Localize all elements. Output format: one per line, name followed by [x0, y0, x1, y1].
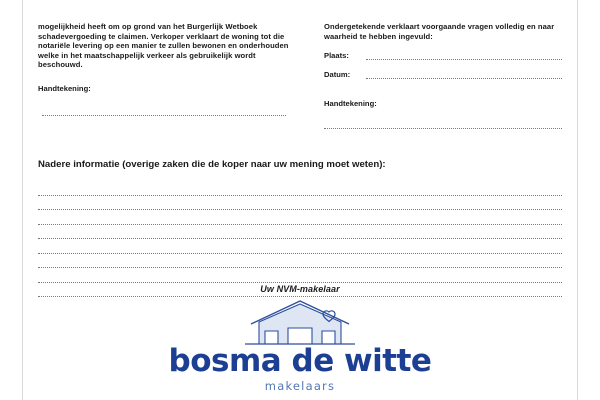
- writing-line[interactable]: [38, 268, 562, 283]
- company-logo: [38, 298, 562, 393]
- document-content: [38, 22, 562, 393]
- logo-wordmark: bosma de witte: [168, 343, 432, 379]
- writing-line[interactable]: [38, 225, 562, 240]
- house-with-heart-logo-icon: [225, 298, 375, 346]
- left-column: [38, 22, 296, 116]
- writing-line[interactable]: [38, 239, 562, 254]
- field-datum-input[interactable]: [366, 71, 562, 79]
- declaration-paragraph: Ondergetekende verklaart voorgaande vragen volledig en naar waarheid te hebben ingevuld:: [324, 22, 555, 41]
- field-plaats-label: Plaats:: [324, 51, 349, 61]
- right-margin-rule: [577, 0, 578, 400]
- left-signature-line[interactable]: [42, 115, 286, 116]
- field-datum-label: Datum:: [324, 70, 351, 80]
- footer-tagline: Uw NVM-makelaar: [260, 284, 340, 294]
- writing-line[interactable]: [38, 210, 562, 225]
- two-column-area: [38, 22, 562, 129]
- writing-line[interactable]: [38, 196, 562, 211]
- right-column: [324, 22, 562, 129]
- left-margin-rule: [22, 0, 23, 400]
- field-plaats: [324, 51, 562, 60]
- right-signature-line[interactable]: [324, 128, 562, 129]
- logo-subtitle: makelaars: [264, 379, 336, 393]
- left-paragraph: mogelijkheid heeft om op grond van het Burgerlijk Wetboek schadevergoeding te claimen. Verkoper verklaart de woning tot die notariële levering op een manier te zullen bewonen en onderhouden welke in het maatschappelijk verkeer als gebruikelijk wordt beschouwd.: [38, 22, 289, 70]
- left-signature-label: Handtekening:: [38, 83, 91, 93]
- nadere-informatie-lines: [38, 181, 562, 297]
- field-datum: [324, 70, 562, 79]
- field-plaats-input[interactable]: [366, 52, 562, 60]
- section-title-nadere-informatie: Nadere informatie (overige zaken die de koper naar uw mening moet weten):: [38, 159, 386, 171]
- writing-line[interactable]: [38, 254, 562, 269]
- right-signature-label: Handtekening:: [324, 99, 377, 109]
- document-footer: [38, 284, 562, 393]
- writing-line[interactable]: [38, 181, 562, 196]
